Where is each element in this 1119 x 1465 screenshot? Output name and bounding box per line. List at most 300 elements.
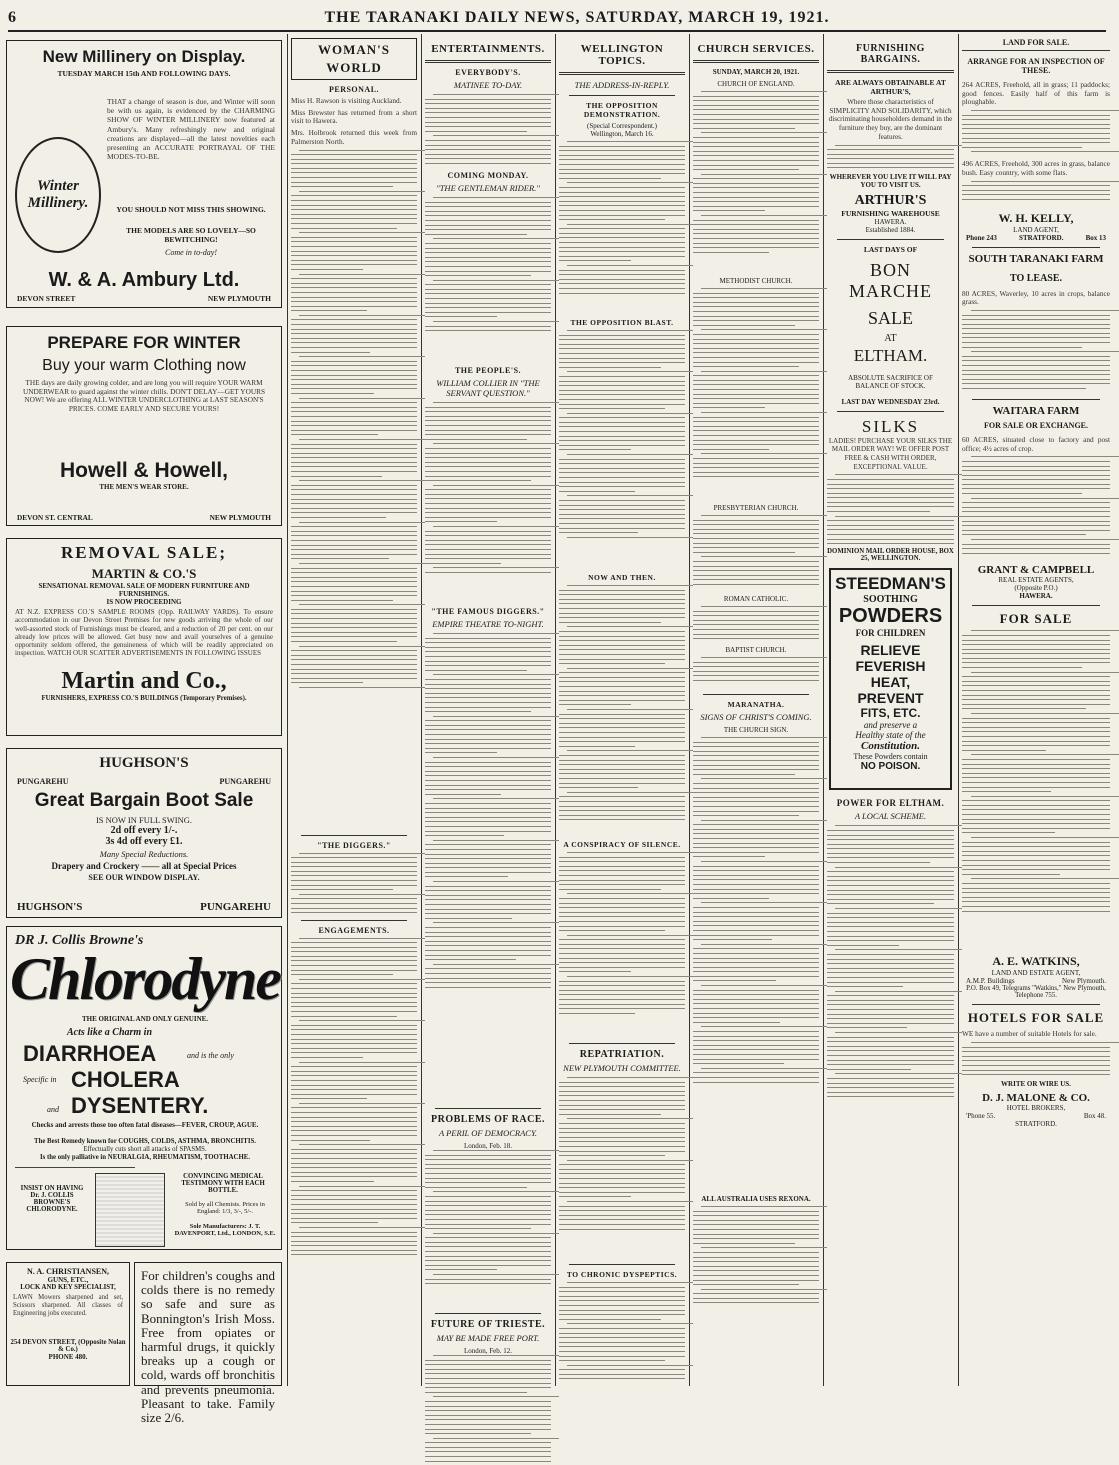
wellington-dateline: Wellington, March 16. <box>590 130 654 138</box>
text-line <box>433 633 559 634</box>
conspiracy-heading: A CONSPIRACY OF SILENCE. <box>563 840 681 849</box>
text-line <box>433 1438 559 1439</box>
text-line <box>962 865 1110 866</box>
text-line <box>299 274 425 275</box>
text-line <box>291 970 417 971</box>
text-line <box>433 402 559 403</box>
text-line <box>693 829 819 830</box>
text-line <box>425 1182 551 1183</box>
text-line <box>559 746 635 747</box>
text-line <box>291 1048 417 1049</box>
text-line <box>962 906 1110 907</box>
text-line <box>827 158 954 159</box>
text-line <box>827 963 954 964</box>
ambury-lead: THAT a change of season is due, and Winter will soon be with us again, is evidenced by the CHARMING SHOW OF WINTER MILLINERY now featured at Ambury's. Many refreshingly new and original creations are displayed—all the latest novelties each presenting an ACCURATE PORTRAYAL OF THE MODES-TO-BE. <box>107 97 275 162</box>
everybodys-text <box>425 94 551 166</box>
text-line <box>693 394 819 395</box>
text-line <box>559 210 685 211</box>
text-line <box>559 486 685 487</box>
text-line <box>962 658 1110 659</box>
steedmans-preserve: and preserve a <box>863 720 918 731</box>
text-line <box>559 228 685 229</box>
text-line <box>962 741 1110 742</box>
text-line <box>299 1103 425 1104</box>
text-line <box>291 1121 417 1122</box>
text-line <box>425 895 551 896</box>
famous-diggers-text <box>425 633 551 1103</box>
hughson-line-5: Drapery and Crockery —— all at Special Prices <box>51 861 237 871</box>
text-line <box>291 636 417 637</box>
text-line <box>291 324 417 325</box>
text-line <box>693 297 819 298</box>
text-line <box>962 800 1110 801</box>
text-line <box>971 110 1119 111</box>
text-line <box>291 517 386 518</box>
text-line <box>425 849 551 850</box>
text-line <box>827 954 954 955</box>
text-line <box>835 991 962 992</box>
text-line <box>827 154 954 155</box>
text-line <box>291 1236 417 1237</box>
text-line <box>701 1247 827 1248</box>
text-line <box>827 1050 954 1051</box>
text-line <box>299 522 425 523</box>
text-line <box>291 627 417 628</box>
text-line <box>962 823 1110 824</box>
text-line <box>827 1092 954 1093</box>
text-line <box>567 1077 693 1078</box>
text-line <box>291 186 393 187</box>
text-line <box>962 846 1110 847</box>
text-line <box>291 1130 417 1131</box>
text-line <box>425 112 551 113</box>
text-line <box>433 135 559 136</box>
malone-name: D. J. MALONE & CO. <box>982 1092 1090 1105</box>
text-line <box>962 855 1110 856</box>
repatriation-sub: NEW PLYMOUTH COMMITTEE. <box>563 1063 681 1073</box>
hughson-right: PUNGAREHU <box>219 777 271 786</box>
badge-word-2: Millinery. <box>27 195 89 211</box>
text-line <box>827 977 954 978</box>
text-line <box>291 466 417 467</box>
text-line <box>559 769 685 770</box>
text-line <box>425 126 551 127</box>
text-line <box>567 668 693 669</box>
text-line <box>291 609 417 610</box>
text-line <box>425 476 551 477</box>
text-line <box>962 911 1110 912</box>
text-line <box>693 1215 819 1216</box>
text-line <box>693 229 819 230</box>
text-line <box>693 939 772 940</box>
text-line <box>291 983 417 984</box>
text-line <box>291 278 417 279</box>
text-line <box>291 494 417 495</box>
text-line <box>291 545 417 546</box>
furnishing-lead: ARE ALWAYS OBTAINABLE AT ARTHUR'S, <box>835 78 946 96</box>
maranatha-text <box>693 737 819 1195</box>
text-line <box>693 334 819 335</box>
hughson-headline: Great Bargain Boot Sale <box>34 790 254 811</box>
text-line <box>425 1401 551 1402</box>
steedmans-prevent: PREVENT <box>857 690 924 707</box>
text-line <box>291 577 417 578</box>
text-line <box>291 1126 417 1127</box>
text-line <box>425 1419 551 1420</box>
chlorodyne-pall: Is the only palliative in NEURALGIA, RHEUMATISM, TOOTHACHE. <box>40 1154 250 1161</box>
text-line <box>693 384 819 385</box>
text-line <box>291 1213 417 1214</box>
badge-word-1: Winter <box>37 178 79 194</box>
text-line <box>693 811 819 812</box>
text-line <box>425 739 551 740</box>
text-line <box>962 461 1110 462</box>
text-line <box>291 1117 417 1118</box>
steedmans-contain: These Powders contain <box>853 752 928 762</box>
famous-diggers-heading: "THE FAMOUS DIGGERS." <box>431 607 545 616</box>
text-line <box>559 981 685 982</box>
text-line <box>291 956 417 957</box>
text-line <box>693 788 819 789</box>
text-line <box>425 1369 551 1370</box>
text-line <box>559 857 685 858</box>
text-line <box>425 734 551 735</box>
text-line <box>693 806 819 807</box>
text-line <box>559 783 685 784</box>
text-line <box>425 508 551 509</box>
text-line <box>693 783 819 784</box>
coming-monday-heading: COMING MONDAY. <box>447 171 529 180</box>
text-line <box>425 1378 551 1379</box>
text-line <box>559 875 685 876</box>
text-line <box>291 997 417 998</box>
malone-sub: HOTEL BROKERS, <box>1006 1104 1066 1113</box>
text-line <box>559 990 685 991</box>
text-line <box>693 884 819 885</box>
grant-campbell-town: HAWERA. <box>1019 592 1053 601</box>
text-line <box>971 796 1119 797</box>
malone-town: STRATFORD. <box>1015 1120 1057 1129</box>
text-line <box>559 242 685 243</box>
text-line <box>433 716 559 717</box>
text-line <box>827 830 954 831</box>
text-line <box>433 321 559 322</box>
text-line <box>559 1196 631 1197</box>
text-line <box>291 965 417 966</box>
text-line <box>693 638 819 639</box>
text-line <box>291 462 417 463</box>
text-line <box>425 1265 551 1266</box>
text-line <box>559 422 685 423</box>
text-line <box>425 720 551 721</box>
text-line <box>693 178 819 179</box>
text-line <box>425 293 551 294</box>
martin-line-1: SENSATIONAL REMOVAL SALE OF MODERN FURNITURE AND FURNISHINGS. <box>38 582 250 598</box>
text-line <box>291 453 417 454</box>
text-line <box>291 857 417 858</box>
text-line <box>291 862 417 863</box>
diggers-text-block <box>291 853 417 915</box>
text-line <box>693 123 819 124</box>
text-line <box>827 1018 954 1019</box>
power-eltham-sub: A LOCAL SCHEME. <box>854 811 927 822</box>
text-line <box>425 1364 551 1365</box>
dominion-mail: DOMINION MAIL ORDER HOUSE, BOX 25, WELLINGTON. <box>827 548 954 563</box>
personal-note-1: Miss H. Rawson is visiting Auckland. <box>291 96 402 105</box>
text-line <box>425 572 551 573</box>
text-line <box>693 893 819 894</box>
text-line <box>693 1059 819 1060</box>
text-line <box>559 985 685 986</box>
text-line <box>291 871 417 872</box>
text-line <box>559 288 685 289</box>
text-line <box>559 999 685 1000</box>
text-line <box>827 959 954 960</box>
text-line <box>291 641 397 642</box>
text-line <box>701 91 827 92</box>
text-line <box>299 646 425 647</box>
text-line <box>962 534 1086 535</box>
text-line <box>827 931 954 932</box>
furnishing-body: Where those characteristics of SIMPLICITY AND SOLIDARITY, which discriminating householders demand in the furniture they buy, are the dominant features. <box>828 98 953 141</box>
text-line <box>299 604 425 605</box>
text-line <box>693 467 819 468</box>
everybodys-sub: MATINEE TO-DAY. <box>453 80 523 90</box>
text-line <box>693 343 819 344</box>
text-line <box>693 948 819 949</box>
text-line <box>559 994 685 995</box>
text-line <box>693 105 819 106</box>
text-line <box>291 1071 417 1072</box>
text-line <box>291 880 417 881</box>
text-line <box>433 238 559 239</box>
text-line <box>559 640 685 641</box>
text-line <box>559 472 685 473</box>
text-line <box>693 1280 819 1281</box>
text-line <box>962 699 1110 700</box>
text-line <box>693 1229 819 1230</box>
text-line <box>425 215 551 216</box>
text-line <box>827 543 954 544</box>
text-line <box>693 611 819 612</box>
malone-box: Box 48. <box>1083 1112 1106 1121</box>
text-line <box>559 500 685 501</box>
text-line <box>425 1173 551 1174</box>
text-line <box>559 672 685 673</box>
text-line <box>962 365 1110 366</box>
text-line <box>425 248 551 249</box>
text-line <box>693 389 819 390</box>
text-line <box>559 155 685 156</box>
text-line <box>291 1245 417 1246</box>
text-line <box>962 805 1110 806</box>
arthurs-name: ARTHUR'S <box>854 192 927 208</box>
text-line <box>693 1072 819 1073</box>
text-line <box>567 935 693 936</box>
text-line <box>299 191 425 192</box>
text-line <box>433 1150 559 1151</box>
text-line <box>291 531 417 532</box>
text-line <box>433 1233 559 1234</box>
text-line <box>962 370 1110 371</box>
text-line <box>559 1183 685 1184</box>
text-line <box>962 511 1110 512</box>
text-line <box>425 1155 551 1156</box>
text-line <box>693 543 819 544</box>
text-line <box>425 271 551 272</box>
text-line <box>962 466 1110 467</box>
text-line <box>559 381 685 382</box>
text-line <box>693 999 819 1000</box>
everybodys-heading: EVERYBODY'S. <box>455 68 521 77</box>
text-line <box>559 440 685 441</box>
problems-sub: A PERIL OF DEMOCRACY. <box>438 1128 538 1138</box>
text-line <box>291 1140 370 1141</box>
text-line <box>425 261 551 262</box>
text-line <box>425 955 551 956</box>
text-line <box>962 475 1110 476</box>
text-line <box>827 525 954 526</box>
text-line <box>693 824 819 825</box>
text-line <box>291 1016 397 1017</box>
watkins-contact: P.O. Box 49, Telegrams "Watkins," New Plymouth, Telephone 755. <box>966 985 1106 1000</box>
text-line <box>291 177 417 178</box>
text-line <box>693 584 819 585</box>
text-line <box>835 474 962 475</box>
text-line <box>559 1337 685 1338</box>
steedmans-constitution: Constitution. <box>860 740 920 753</box>
text-line <box>962 119 1110 120</box>
text-line <box>425 1410 551 1411</box>
kelly-town: STRATFORD. <box>1019 233 1064 242</box>
text-line <box>433 922 559 923</box>
listing-60: 60 ACRES, situated close to factory and post office; 4½ acres of crop. <box>962 434 1110 453</box>
text-line <box>425 266 551 267</box>
text-line <box>827 1069 911 1070</box>
text-line <box>693 680 819 681</box>
methodist-listing <box>693 288 819 504</box>
text-line <box>701 453 827 454</box>
text-line <box>425 927 551 928</box>
text-line <box>971 713 1119 714</box>
text-line <box>291 297 417 298</box>
text-line <box>425 1164 551 1165</box>
text-line <box>291 595 417 596</box>
text-line <box>425 835 504 836</box>
text-line <box>827 995 954 996</box>
text-line <box>962 727 1110 728</box>
text-line <box>433 757 559 758</box>
text-line <box>425 439 527 440</box>
text-line <box>425 950 551 951</box>
text-line <box>827 1041 954 1042</box>
text-line <box>291 163 417 164</box>
for-sale-listings <box>962 630 1110 954</box>
text-line <box>559 1105 685 1106</box>
coe-listing <box>693 91 819 277</box>
text-line <box>559 1123 685 1124</box>
text-line <box>425 1251 551 1252</box>
text-line <box>559 348 685 349</box>
text-line <box>962 525 1110 526</box>
christiansen-ad <box>6 1262 130 1386</box>
text-line <box>693 847 819 848</box>
text-line <box>693 302 819 303</box>
chlorodyne-original: THE ORIGINAL AND ONLY GENUINE. <box>81 1015 209 1023</box>
text-line <box>291 1199 417 1200</box>
text-line <box>827 917 954 918</box>
text-line <box>425 702 551 703</box>
text-line <box>433 840 559 841</box>
text-line <box>425 752 497 753</box>
text-line <box>425 780 551 781</box>
text-line <box>425 748 551 749</box>
text-line <box>962 750 1046 751</box>
text-line <box>433 881 559 882</box>
church-column <box>693 38 819 1386</box>
text-line <box>291 1006 417 1007</box>
text-line <box>693 1266 819 1267</box>
text-line <box>559 390 685 391</box>
text-line <box>291 195 417 196</box>
text-line <box>299 315 425 316</box>
text-line <box>425 234 527 235</box>
text-line <box>425 145 551 146</box>
text-line <box>962 1065 1110 1066</box>
text-line <box>291 292 417 293</box>
text-line <box>962 484 1110 485</box>
text-line <box>559 385 685 386</box>
hotels-body: WE have a number of suitable Hotels for sale. <box>962 1029 1097 1039</box>
text-line <box>559 903 685 904</box>
text-line <box>693 192 819 193</box>
text-line <box>425 1283 551 1284</box>
text-line <box>291 1085 417 1086</box>
text-line <box>291 993 417 994</box>
text-line <box>693 912 819 913</box>
malone-phone: 'Phone 55. <box>966 1112 996 1121</box>
text-line <box>693 774 795 775</box>
text-line <box>962 488 1110 489</box>
text-line <box>559 1137 685 1138</box>
text-line <box>425 982 551 983</box>
text-line <box>425 794 501 795</box>
text-line <box>701 215 827 216</box>
text-line <box>693 430 819 431</box>
text-line <box>962 888 1110 889</box>
text-line <box>693 476 819 477</box>
famous-diggers-sub: EMPIRE THEATRE TO-NIGHT. <box>432 619 544 629</box>
text-line <box>291 154 417 155</box>
text-line <box>962 690 1110 691</box>
text-line <box>693 325 795 326</box>
chlorodyne-eff: Effectually cuts short all attacks of SPASMS. <box>83 1146 207 1153</box>
text-line <box>559 505 685 506</box>
text-line <box>559 622 661 623</box>
text-line <box>827 1087 954 1088</box>
text-line <box>693 243 819 244</box>
text-line <box>425 844 551 845</box>
text-line <box>962 128 1110 129</box>
text-line <box>291 655 417 656</box>
text-line <box>299 979 425 980</box>
personal-heading: PERSONAL. <box>328 85 380 94</box>
text-line <box>425 448 551 449</box>
absolute-sacrifice: ABSOLUTE SACRIFICE OF BALANCE OF STOCK. <box>848 373 933 390</box>
text-line <box>559 150 685 151</box>
text-line <box>559 880 685 881</box>
text-line <box>559 801 685 802</box>
